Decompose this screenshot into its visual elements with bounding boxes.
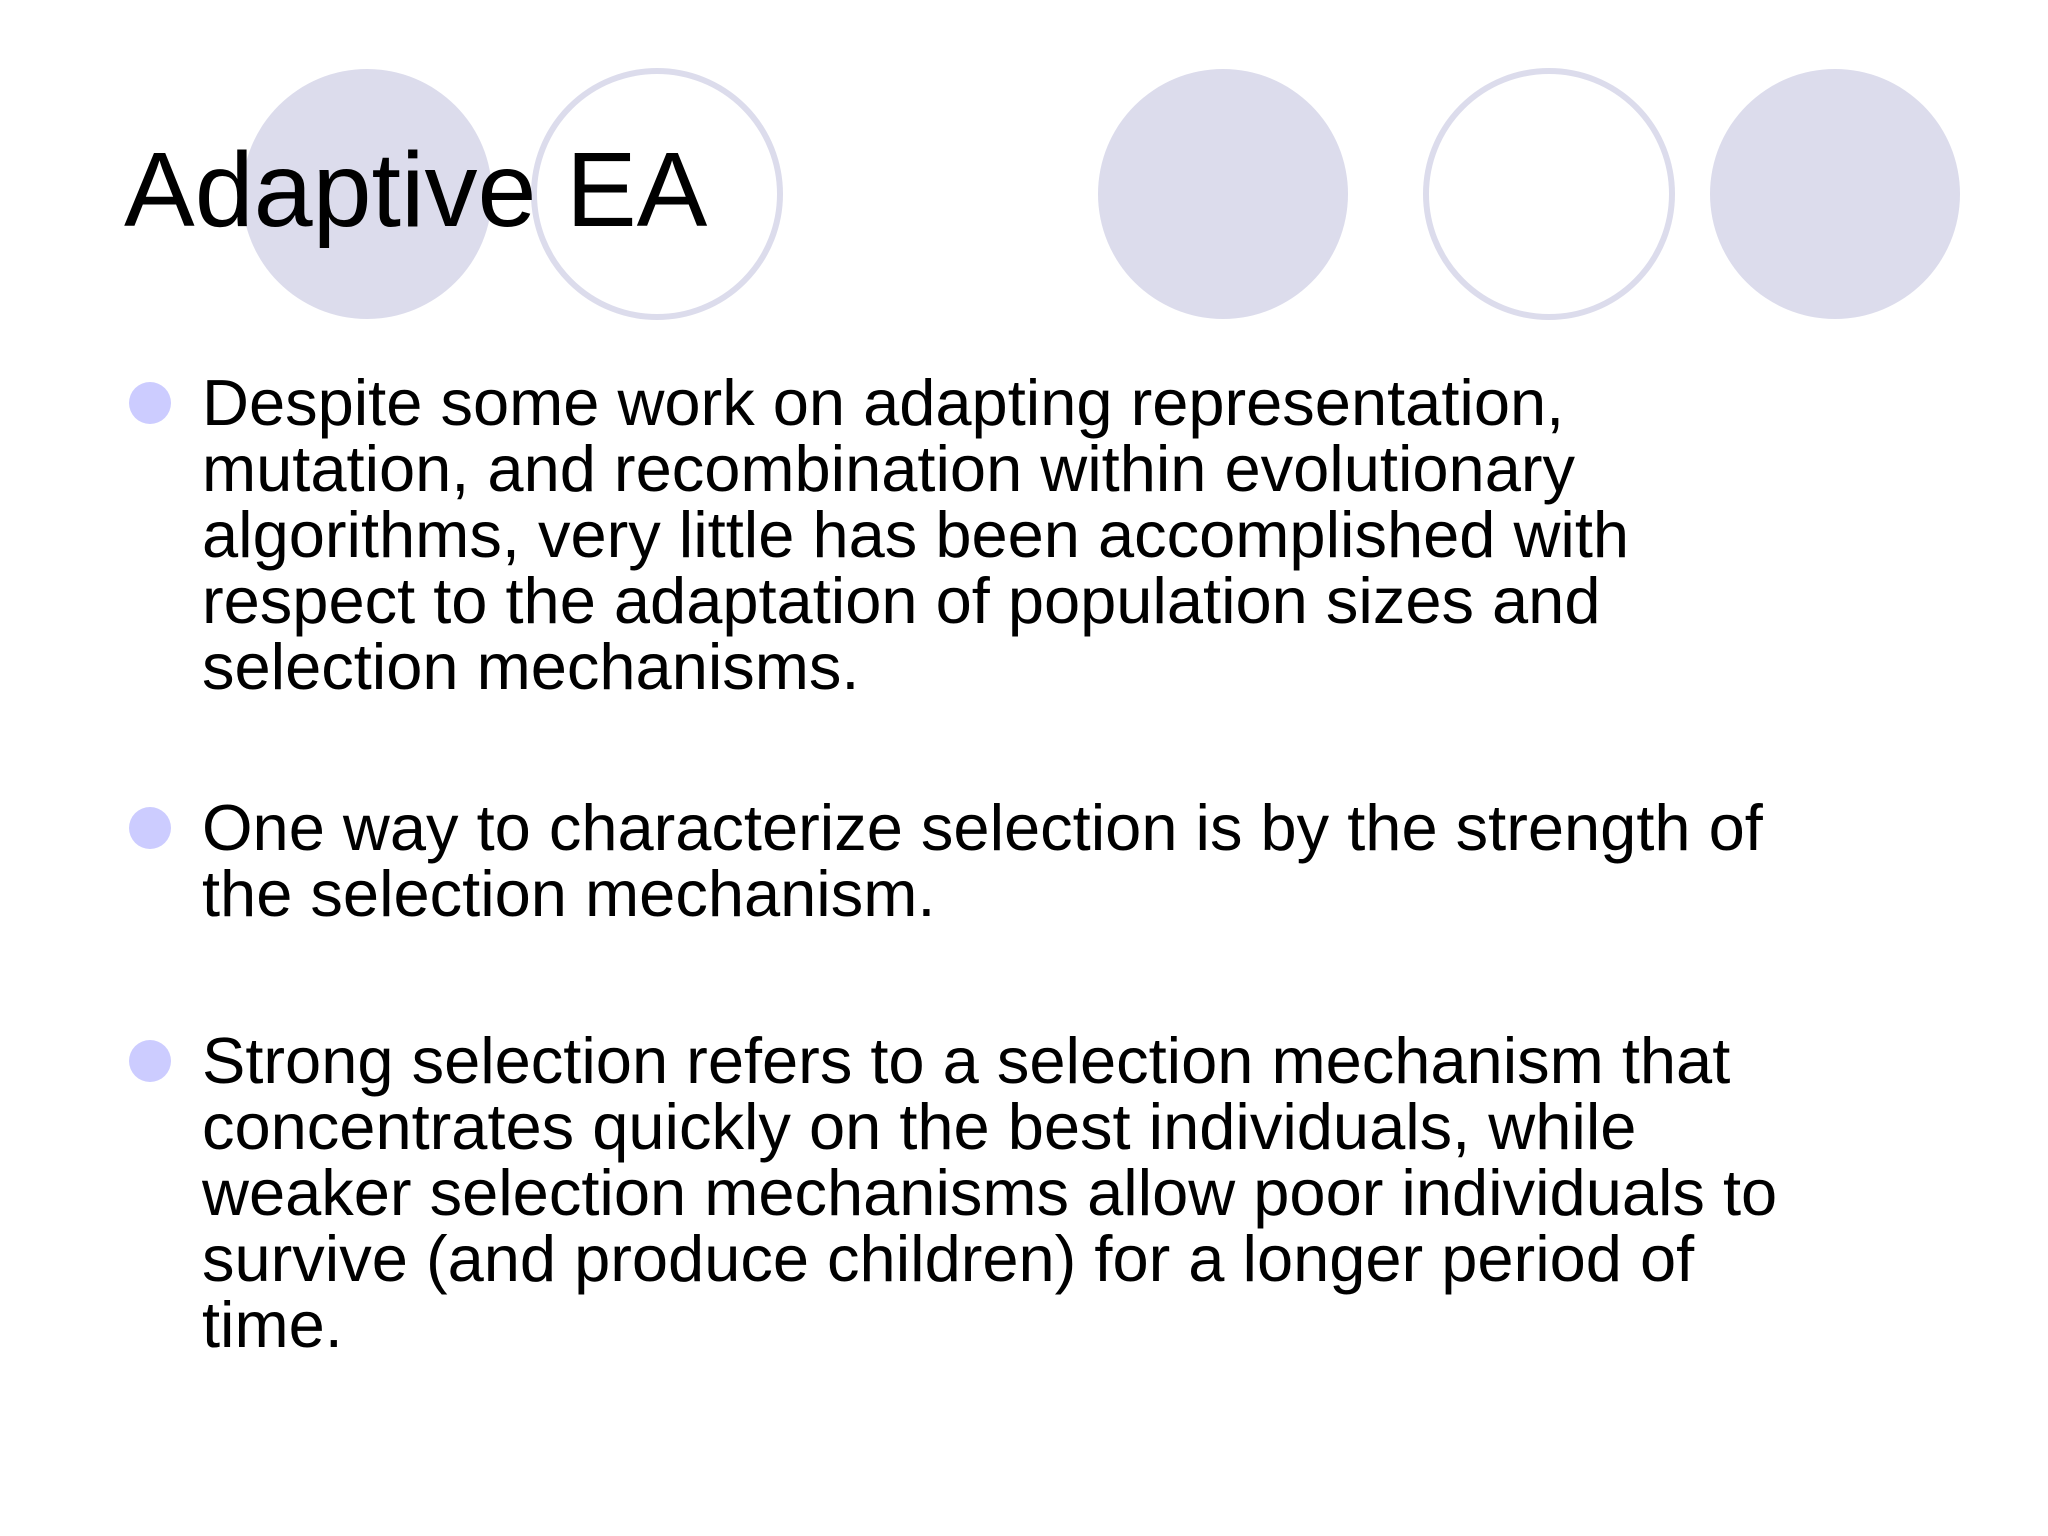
- slide-title: Adaptive EA: [124, 131, 708, 249]
- decor-circle-filled-2: [1098, 69, 1348, 319]
- bullet-text: Despite some work on adapting representation, mutation, and recombination within evolutionary algorithms, very little has been accomplished with respect to the adaptation of population sizes and selection mechanisms.: [202, 366, 1630, 703]
- bullet-dot-icon: [129, 807, 171, 849]
- bullet-text: Strong selection refers to a selection mechanism that concentrates quickly on the best individuals, while weaker selection mechanisms allow poor individuals to survive (and produce children) for a longer period of time.: [202, 1024, 1778, 1361]
- bullet-dot-icon: [129, 1040, 171, 1082]
- bullet-text: One way to characterize selection is by the strength of the selection mechanism.: [202, 791, 1763, 930]
- bullet-dot-icon: [129, 382, 171, 424]
- decor-circle-outline-2: [1426, 71, 1672, 317]
- decor-circle-filled-3: [1710, 69, 1960, 319]
